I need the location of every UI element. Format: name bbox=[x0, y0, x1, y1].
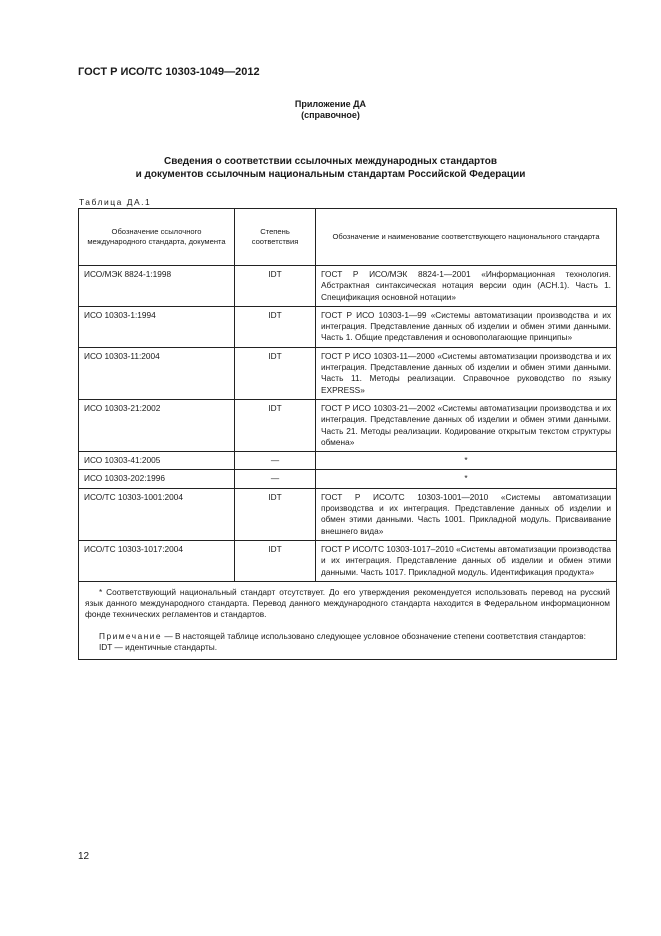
cell-national: ГОСТ Р ИСО/МЭК 8824-1—2001 «Информационная технология. Абстрактная синтаксическая нотация версии один (АСН.1). Часть 1. Спецификация основной нотации» bbox=[316, 266, 617, 307]
cell-degree: — bbox=[235, 452, 316, 470]
document-header-title: ГОСТ Р ИСО/ТС 10303-1049—2012 bbox=[78, 66, 260, 78]
table-footer-row bbox=[79, 581, 617, 659]
table-note-text: — В настоящей таблице использовано следующее условное обозначение степени соответствия стандартов: bbox=[162, 630, 586, 641]
appendix-subtitle: (справочное) bbox=[301, 110, 360, 120]
table-note-item-text: IDT — идентичные стандарты. bbox=[99, 642, 218, 653]
table-header-row bbox=[79, 209, 617, 266]
table-row bbox=[79, 266, 617, 307]
cell-national: * bbox=[316, 470, 617, 488]
cell-degree: IDT bbox=[235, 306, 316, 347]
cell-degree: IDT bbox=[235, 540, 316, 581]
table-footer-cell bbox=[79, 581, 617, 659]
cell-reference: ИСО/МЭК 8824-1:1998 bbox=[79, 266, 235, 307]
table-row bbox=[79, 306, 617, 347]
cell-national: ГОСТ Р ИСО 10303-1—99 «Системы автоматизации производства и их интеграция. Представление данных об изделии и обмен этими данными. Часть 1. Общие представления и основополагающие принципы» bbox=[316, 306, 617, 347]
cell-national: ГОСТ Р ИСО 10303-21—2002 «Системы автоматизации производства и их интеграция. Представление данных об изделии и обмен этими данными. Часть 21. Методы реализации. Кодирование открытым текстом структуры обмена» bbox=[316, 399, 617, 451]
header-reference-standard: Обозначение ссылочного международного стандарта, документа bbox=[79, 209, 235, 266]
table-note-label: Примечание bbox=[99, 630, 163, 641]
cell-national: * bbox=[316, 452, 617, 470]
cell-degree: IDT bbox=[235, 347, 316, 399]
cell-reference: ИСО 10303-202:1996 bbox=[79, 470, 235, 488]
appendix-block bbox=[0, 99, 661, 121]
cell-degree: IDT bbox=[235, 399, 316, 451]
cell-national: ГОСТ Р ИСО/ТС 10303-1001—2010 «Системы автоматизации производства и их интеграция. Представление данных об изделии и обмен этими данными. Часть 1001. Прикладной модуль. Присваивание внешнего вида» bbox=[316, 488, 617, 540]
cell-national: ГОСТ Р ИСО/ТС 10303-1017–2010 «Системы автоматизации производства и их интеграция. Представление данных об изделии и обмен этими данными. Часть 1017. Прикладной модуль. Идентификация продукта» bbox=[316, 540, 617, 581]
table-row bbox=[79, 540, 617, 581]
cell-degree: IDT bbox=[235, 266, 316, 307]
page-number: 12 bbox=[78, 851, 90, 862]
cell-reference: ИСО/ТС 10303-1017:2004 bbox=[79, 540, 235, 581]
section-heading-line1: Сведения о соответствии ссылочных международных стандартов bbox=[163, 156, 498, 167]
cell-degree: — bbox=[235, 470, 316, 488]
table-row bbox=[79, 488, 617, 540]
table-row bbox=[79, 347, 617, 399]
correspondence-table bbox=[78, 208, 617, 660]
cell-reference: ИСО/ТС 10303-1001:2004 bbox=[79, 488, 235, 540]
table-row bbox=[79, 470, 617, 488]
table-caption: Таблица ДА.1 bbox=[79, 197, 152, 207]
header-degree-of-correspondence: Степень соответствия bbox=[235, 209, 316, 266]
table-note-item bbox=[85, 642, 610, 653]
section-heading-line2: и документов ссылочным национальным стандартам Российской Федерации bbox=[135, 169, 526, 180]
table-row bbox=[79, 452, 617, 470]
cell-reference: ИСО 10303-1:1994 bbox=[79, 306, 235, 347]
header-national-standard: Обозначение и наименование соответствующего национального стандарта bbox=[316, 209, 617, 266]
correspondence-table-wrapper bbox=[78, 208, 616, 660]
table-note bbox=[85, 631, 610, 642]
cell-reference: ИСО 10303-41:2005 bbox=[79, 452, 235, 470]
appendix-title: Приложение ДА bbox=[294, 99, 367, 109]
cell-reference: ИСО 10303-21:2002 bbox=[79, 399, 235, 451]
table-row bbox=[79, 399, 617, 451]
cell-national: ГОСТ Р ИСО 10303-11—2000 «Системы автоматизации производства и их интеграция. Представление данных об изделии и обмен этими данными. Часть 11. Методы реализации. Справочное руководство по языку EXPRESS» bbox=[316, 347, 617, 399]
table-footnote: * Соответствующий национальный стандарт отсутствует. До его утверждения рекомендуется использовать перевод на русский язык данного международного стандарта. Перевод данного международного стандарта находится в Федеральном информационном фонде технических регламентов и стандартов. bbox=[85, 586, 610, 620]
section-heading bbox=[0, 155, 661, 181]
cell-degree: IDT bbox=[235, 488, 316, 540]
cell-reference: ИСО 10303-11:2004 bbox=[79, 347, 235, 399]
